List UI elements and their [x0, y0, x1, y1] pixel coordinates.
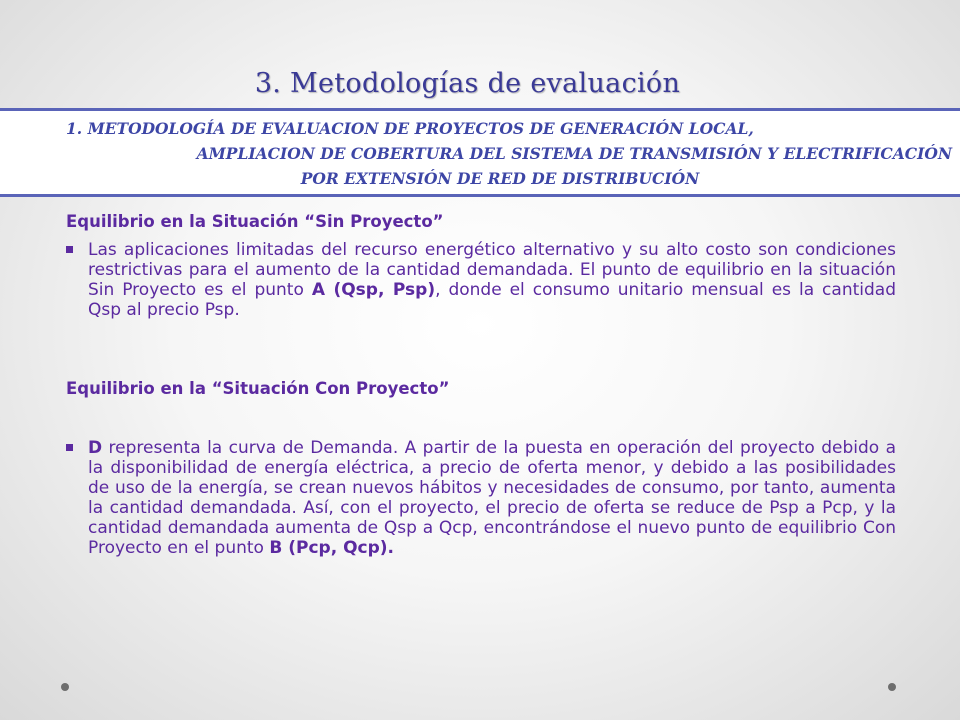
banner-line-1: 1. METODOLOGÍA DE EVALUACION DE PROYECTOS DE GENERACIÓN LOCAL,: [66, 119, 754, 138]
banner-line-2: AMPLIACION DE COBERTURA DEL SISTEMA DE TRANSMISIÓN Y ELECTRIFICACIÓN: [196, 144, 952, 163]
methodology-banner: [0, 108, 960, 197]
heading-con-proyecto: Equilibrio en la “Situación Con Proyecto”: [66, 379, 450, 398]
bullet-con-proyecto: [66, 438, 896, 558]
point-b-label: B (Pcp, Qcp).: [269, 538, 394, 558]
square-bullet-icon: [66, 444, 73, 451]
decorative-dot-icon: [888, 683, 896, 691]
bullet-text-part: representa la curva de Demanda. A partir de la puesta en operación del proyecto debido a la disponibilidad de energía eléctrica, a precio de oferta menor, y debido a las posibilidades de uso de la energía, se crean nuevos hábitos y necesidades de consumo, por tanto, aumenta la cantidad demandada. Así, con el proyecto, el precio de oferta se reduce de Psp a Pcp, y la cantidad demandada aumenta de Qsp a Qcp, encontrándose el nuevo punto de equilibrio Con Proyecto en el punto: [88, 438, 896, 558]
point-a-label: A (Qsp, Psp): [311, 280, 436, 300]
bullet-sin-proyecto: [66, 240, 896, 320]
decorative-dot-icon: [61, 683, 69, 691]
demand-label: D: [88, 438, 103, 458]
banner-line-3: POR EXTENSIÓN DE RED DE DISTRIBUCIÓN: [300, 169, 700, 188]
bullet-text-part: Las aplicaciones limitadas del recurso energético alternativo y su alto costo son condiciones restrictivas para el aumento de la cantidad demandada. El punto de equilibrio en la situación Sin Proyecto es el punto: [88, 240, 896, 300]
bullet-text: [88, 240, 896, 320]
square-bullet-icon: [66, 246, 73, 253]
heading-sin-proyecto: Equilibrio en la Situación “Sin Proyecto”: [66, 212, 444, 231]
slide-title: 3. Metodologías de evaluación: [254, 68, 681, 99]
bullet-text-part: , donde el consumo unitario mensual es la cantidad Qsp al precio Psp.: [88, 280, 896, 320]
bullet-text: [88, 438, 896, 558]
